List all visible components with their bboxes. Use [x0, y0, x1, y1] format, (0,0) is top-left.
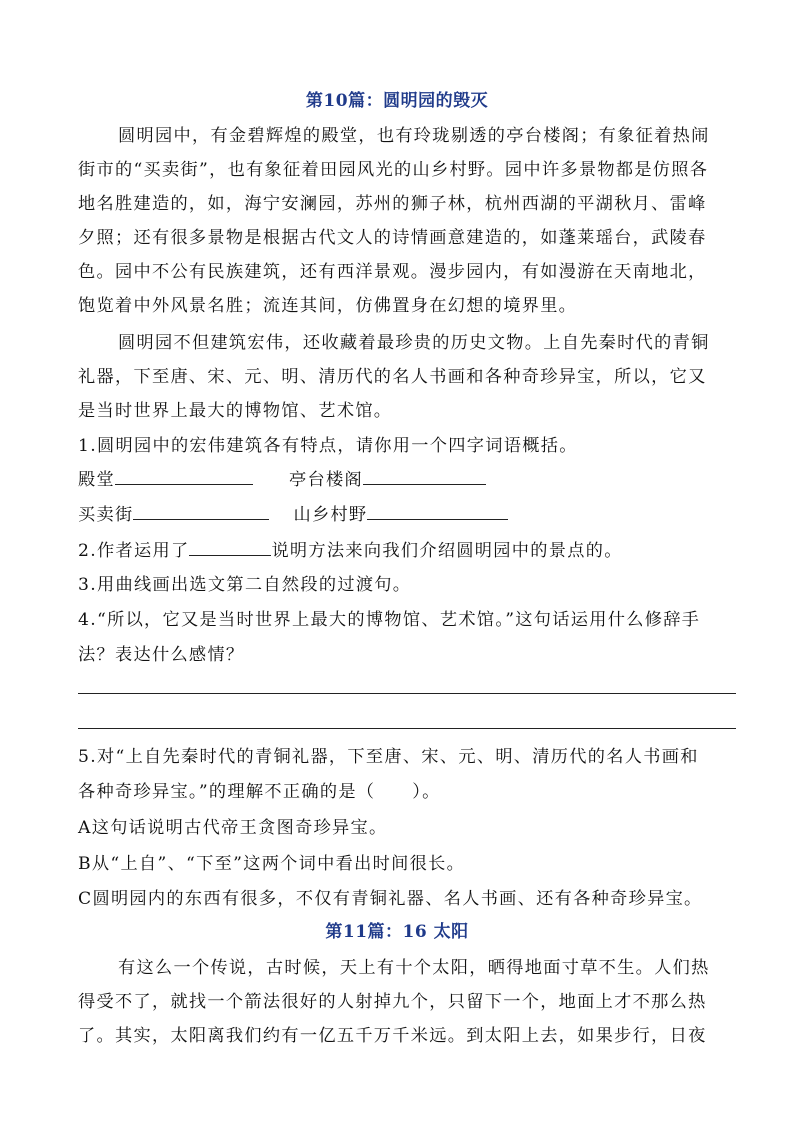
answer-blank[interactable] — [115, 469, 253, 485]
item-label: 买卖街 — [78, 505, 134, 525]
answer-blank[interactable] — [367, 504, 508, 520]
question-2-prefix: 2.作者运用了 — [78, 541, 190, 561]
answer-line[interactable] — [78, 728, 736, 729]
question-2 — [78, 536, 738, 561]
paragraph-line: 地名胜建造的，如，海宁安澜园，苏州的狮子林，杭州西湖的平湖秋月、雷峰 — [78, 194, 707, 214]
paragraph-line: 饱览着中外风景名胜；流连其间，仿佛置身在幻想的境界里。 — [78, 296, 578, 316]
paragraph-line: 街市的“买卖街”，也有象征着田园风光的山乡村野。园中许多景物都是仿照各 — [78, 160, 709, 180]
question-5-line: 各种奇珍异宝。”的理解不正确的是（ ）。 — [78, 782, 441, 802]
paragraph-line: 得受不了，就找一个箭法很好的人射掉九个，只留下一个，地面上才不那么热 — [78, 992, 707, 1012]
question-1: 1.圆明园中的宏伟建筑各有特点，请你用一个四字词语概括。 — [78, 436, 578, 456]
question-4-line: 法？表达什么感情？ — [78, 645, 245, 665]
question-5-line: 5.对“上自先秦时代的青铜礼器，下至唐、宋、元、明、清历代的名人书画和 — [78, 747, 699, 767]
question-3: 3.用曲线画出选文第二自然段的过渡句。 — [78, 575, 412, 595]
paragraph-line: 夕照；还有很多景物是根据古代文人的诗情画意建造的，如蓬莱瑶台，武陵春 — [78, 228, 707, 248]
paragraph-line: 色。园中不公有民族建筑，还有西洋景观。漫步园内，有如漫游在天南地北， — [78, 262, 707, 282]
paragraph-line: 圆明园不但建筑宏伟，还收藏着最珍贵的历史文物。上自先秦时代的青铜 — [118, 333, 710, 353]
question-4-line: 4.“所以，它又是当时世界上最大的博物馆、艺术馆。”这句话运用什么修辞手 — [78, 610, 701, 630]
answer-blank[interactable] — [133, 504, 269, 520]
paragraph-line: 是当时世界上最大的博物馆、艺术馆。 — [78, 401, 393, 421]
section-10-title: 第10篇：圆明园的毁灭 — [305, 91, 489, 111]
option-a: A这句话说明古代帝王贪图奇珍异宝。 — [78, 818, 388, 838]
answer-blank[interactable] — [189, 540, 271, 556]
paragraph-line: 了。其实，太阳离我们约有一亿五千万千米远。到太阳上去，如果步行，日夜 — [78, 1026, 707, 1046]
option-c: C圆明园内的东西有很多，不仅有青铜礼器、名人书画、还有各种奇珍异宝。 — [78, 889, 703, 909]
paragraph-line: 圆明园中，有金碧辉煌的殿堂，也有玲珑剔透的亭台楼阁；有象征着热闹 — [118, 126, 710, 146]
question-2-suffix: 说明方法来向我们介绍圆明园中的景点的。 — [271, 541, 623, 561]
paragraph-line: 礼器，下至唐、宋、元、明、清历代的名人书画和各种奇珍异宝，所以，它又 — [78, 367, 707, 387]
answer-blank[interactable] — [363, 469, 486, 485]
option-b: B从“上自”、“下至”这两个词中看出时间很长。 — [78, 854, 466, 874]
question-1-row-2 — [78, 500, 738, 525]
item-label: 殿堂 — [78, 470, 115, 490]
item-label: 亭台楼阁 — [288, 470, 363, 490]
paragraph-line: 有这么一个传说，古时候，天上有十个太阳，晒得地面寸草不生。人们热 — [118, 958, 710, 978]
section-11-title: 第11篇：16 太阳 — [325, 922, 469, 942]
answer-line[interactable] — [78, 693, 736, 694]
item-label: 山乡村野 — [293, 505, 368, 525]
question-1-row-1 — [78, 465, 738, 490]
